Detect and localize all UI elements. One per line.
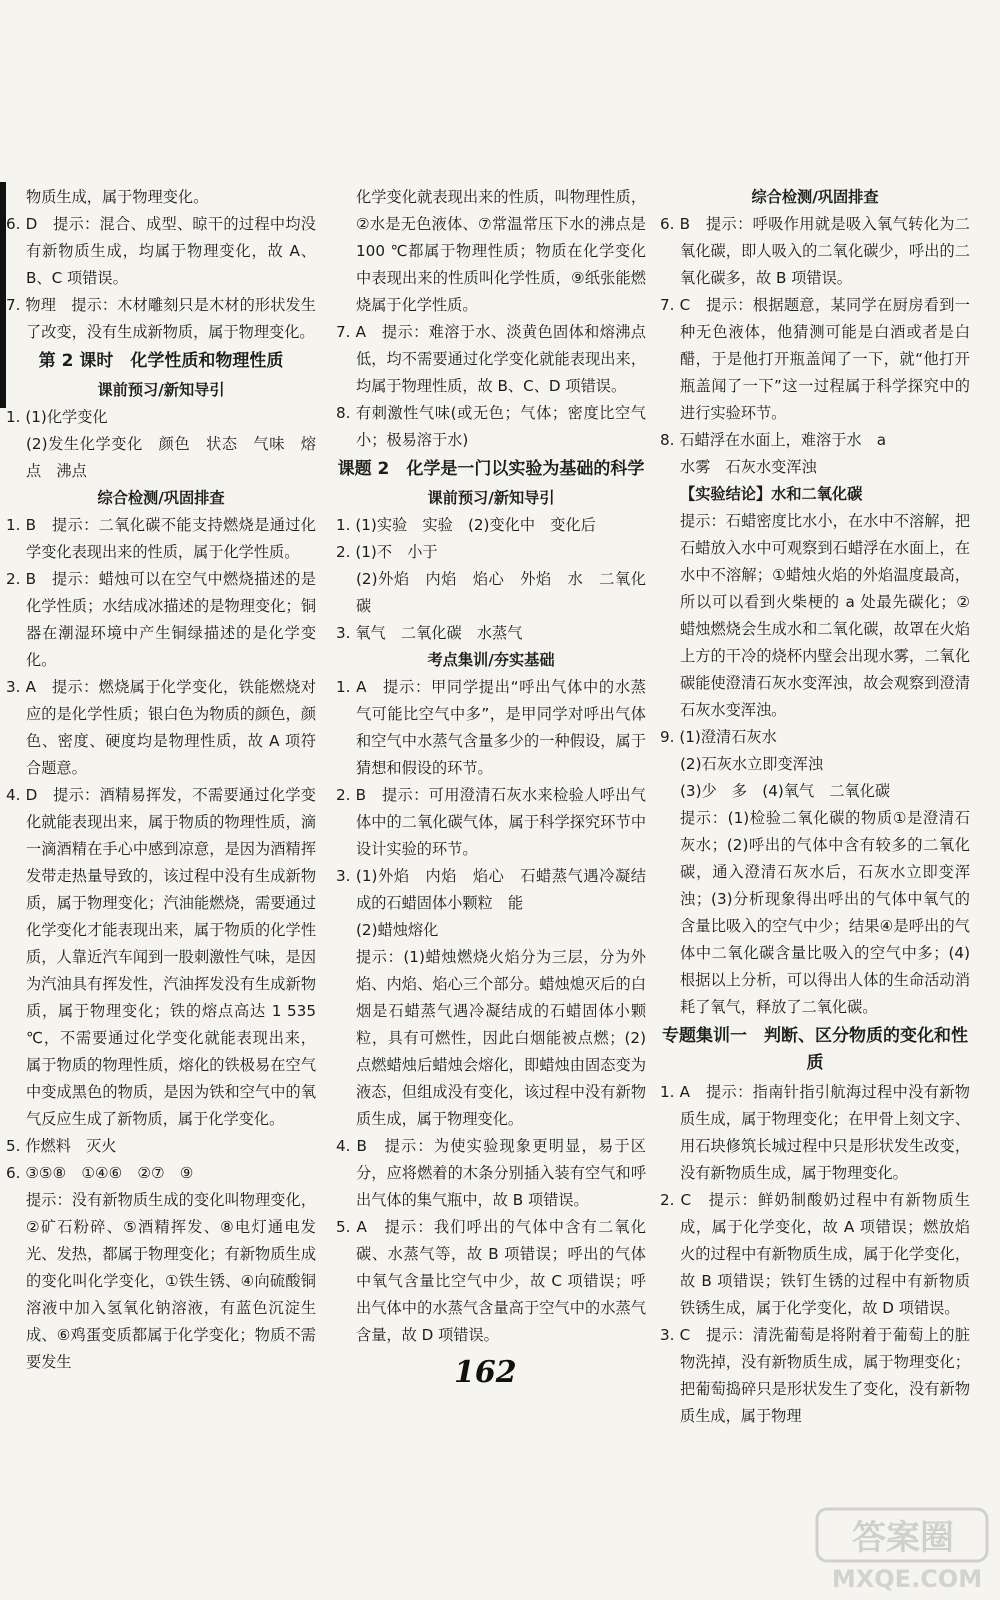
watermark-icon <box>815 1505 995 1595</box>
answer-item: 2. (1)不 小于 <box>336 543 438 561</box>
answer-item: 6. D 提示：混合、成型、晾干的过程中均没有新物质生成，均属于物理变化，故 A、B、C 项错误。 <box>6 215 316 287</box>
answer-item: 2. B 提示：蜡烛可以在空气中燃烧描述的是化学性质；水结成冰描述的是物理变化；铜器在潮湿环境中产生铜绿描述的是化学变化。 <box>6 570 316 669</box>
text-line: 化学变化就表现出来的性质，叫物理性质，②水是无色液体、⑦常温常压下水的沸点是 100 ℃都属于物理性质；物质在化学变化中表现出来的性质叫化学性质，⑨纸张能燃烧属于化学性质。 <box>356 188 646 314</box>
answer-item: 1. A 提示：指南针指引航海过程中没有新物质生成，属于物理变化；在甲骨上刻文字、用石块修筑长城过程中只是形状发生改变，没有新物质生成，属于物理变化。 <box>660 1083 970 1182</box>
hint-text: 提示：石蜡密度比水小，在水中不溶解，把石蜡放入水中可观察到石蜡浮在水面上，在水中不溶解；①蜡烛火焰的外焰温度最高，所以可以看到火柴梗的 a 处最先碳化；②蜡烛燃烧会生成水和二氧化碳，故罩在火焰上方的干冷的烧杯内壁会出现水雾，二氧化碳能使澄清石灰水变浑浊，故会观察到澄清石灰水变浑浊。 <box>680 512 970 719</box>
answer-item: 7. 物理 提示：木材雕刻只是木材的形状发生了改变，没有生成新物质，属于物理变化。 <box>6 296 316 341</box>
hint-text: 提示：没有新物质生成的变化叫物理变化，②矿石粉碎、⑤酒精挥发、⑧电灯通电发光、发热，都属于物理变化；有新物质生成的变化叫化学变化，①铁生锈、④向硫酸铜溶液中加入氢氧化钠溶液，有蓝色沉淀生成、⑥鸡蛋变质都属于化学变化；物质不需要发生 <box>26 1191 316 1371</box>
answer-item: 9. (1)澄清石灰水 <box>660 728 777 746</box>
text-line: 物质生成，属于物理变化。 <box>26 188 209 206</box>
watermark-en: MXQE.COM <box>831 1565 983 1593</box>
page-number: 162 <box>454 1355 517 1390</box>
answer-item: 2. C 提示：鲜奶制酸奶过程中有新物质生成，属于化学变化，故 A 项错误；燃放焰火的过程中有新物质生成，属于化学变化，故 B 项错误；铁钉生锈的过程中有新物质铁锈生成，属于化学变化，故 D 项错误。 <box>660 1191 970 1317</box>
answer-item: 4. D 提示：酒精易挥发，不需要通过化学变化就能表现出来，属于物质的物理性质，滴一滴酒精在手心中感到凉意，是因为酒精挥发带走热量导致的，该过程中没有生成新物质，属于物理变化；汽油能燃烧，需要通过化学变化才能表现出来，属于物质的化学性质，人靠近汽车闻到一股刺激性气味，是因为汽油具有挥发性，汽油挥发没有生成新物质，属于物理变化；铁的熔点高达 1 535 ℃，不需要通过化学变化就能表现出来，属于物质的物理性质，熔化的铁极易在空气中变成黑色的物质，是因为铁和空气中的氧气反应生成了新物质，属于化学变化。 <box>6 786 316 1128</box>
column-1 <box>6 184 316 1376</box>
hint-text: 提示：(1)蜡烛燃烧火焰分为三层，分为外焰、内焰、焰心三个部分。蜡烛熄灭后的白烟是石蜡蒸气遇冷凝结成的石蜡固体小颗粒，具有可燃性，因此白烟能被点燃；(2)点燃蜡烛后蜡烛会熔化，即蜡烛由固态变为液态，但组成没有变化，该过程中没有新物质生成，属于物理变化。 <box>356 948 646 1128</box>
answer-item: 1. (1)实验 实验 (2)变化中 变化后 <box>336 516 596 534</box>
answer-item: 3. 氧气 二氧化碳 水蒸气 <box>336 624 523 642</box>
answer-item: 7. A 提示：难溶于水、淡黄色固体和熔沸点低，均不需要通过化学变化就能表现出来，均属于物理性质，故 B、C、D 项错误。 <box>336 323 646 395</box>
answer-item: 8. 有刺激性气味(或无色；气体；密度比空气小；极易溶于水) <box>336 404 646 449</box>
section-heading: 课题 2 化学是一门以实验为基础的科学 <box>337 459 645 479</box>
answer-item: 5. 作燃料 灭火 <box>6 1137 117 1155</box>
answer-item: 1. (1)化学变化 <box>6 408 108 426</box>
answer-item: 3. C 提示：清洗葡萄是将附着于葡萄上的脏物洗掉，没有新物质生成，属于物理变化；把葡萄捣碎只是形状发生了变化，没有新物质生成，属于物理 <box>660 1326 970 1425</box>
answer-item: 4. B 提示：为使实验现象更明显，易于区分，应将燃着的木条分别插入装有空气和呼出气体的集气瓶中，故 B 项错误。 <box>336 1137 646 1209</box>
watermark-logo <box>815 1505 995 1595</box>
watermark-cn: 答案圈 <box>852 1518 954 1558</box>
answer-item: 1. A 提示：甲同学提出“呼出气体中的水蒸气可能比空气中多”，是甲同学对呼出气体和空气中水蒸气含量多少的一种假设，属于猜想和假设的环节。 <box>336 678 646 777</box>
answer-item: 8. 石蜡浮在水面上，难溶于水 a <box>660 431 887 449</box>
section-heading: 专题集训一 判断、区分物质的变化和性质 <box>662 1026 968 1073</box>
answer-item: 3. (1)外焰 内焰 焰心 石蜡蒸气遇冷凝结成的石蜡固体小颗粒 能 <box>336 867 646 912</box>
subsection-heading: 课前预习/新知导引 <box>427 489 555 507</box>
subsection-heading: 考点集训/夯实基础 <box>427 651 555 669</box>
experiment-conclusion: 【实验结论】水和二氧化碳 <box>680 485 863 503</box>
answer-item: (2)蜡烛熔化 <box>356 921 439 939</box>
column-3 <box>660 184 970 1430</box>
answer-item: 水雾 石灰水变浑浊 <box>680 458 817 476</box>
answer-item: 7. C 提示：根据题意，某同学在厨房看到一种无色液体，他猜测可能是白酒或者是白醋，于是他打开瓶盖闻了一下，就“他打开瓶盖闻了一下”这一过程属于科学探究中的进行实验环节。 <box>660 296 970 422</box>
answer-item: 5. A 提示：我们呼出的气体中含有二氧化碳、水蒸气等，故 B 项错误；呼出的气体中氧气含量比空气中少，故 C 项错误；呼出气体中的水蒸气含量高于空气中的水蒸气含量，故 D 项错误。 <box>336 1218 646 1344</box>
subsection-heading: 课前预习/新知导引 <box>97 381 225 399</box>
subsection-heading: 综合检测/巩固排查 <box>751 188 879 206</box>
answer-item: 6. B 提示：呼吸作用就是吸入氧气转化为二氧化碳，即人吸入的二氧化碳少，呼出的二氧化碳多，故 B 项错误。 <box>660 215 970 287</box>
subsection-heading: 综合检测/巩固排查 <box>97 489 225 507</box>
hint-text: 提示：(1)检验二氧化碳的物质①是澄清石灰水；(2)呼出的气体中含有较多的二氧化碳，通入澄清石灰水后，石灰水立即变浑浊；(3)分析现象得出呼出的气体中氧气的含量比吸入的空气中少；结果④是呼出的气体中二氧化碳含量比吸入的空气中多；(4)根据以上分析，可以得出人体的生命活动消耗了氧气，释放了二氧化碳。 <box>680 809 970 1016</box>
answer-item: 1. B 提示：二氧化碳不能支持燃烧是通过化学变化表现出来的性质，属于化学性质。 <box>6 516 316 561</box>
answer-item: (3)少 多 (4)氧气 二氧化碳 <box>680 782 891 800</box>
column-2 <box>336 184 646 1349</box>
answer-item: 6. ③⑤⑧ ①④⑥ ②⑦ ⑨ <box>6 1164 194 1182</box>
section-heading: 第 2 课时 化学性质和物理性质 <box>38 351 284 371</box>
answer-item: 3. A 提示：燃烧属于化学变化，铁能燃烧对应的是化学性质；银白色为物质的颜色，颜色、密度、硬度均是物理性质，故 A 项符合题意。 <box>6 678 316 777</box>
answer-item: (2)石灰水立即变浑浊 <box>680 755 824 773</box>
answer-item: (2)发生化学变化 颜色 状态 气味 熔点 沸点 <box>26 435 316 480</box>
answer-item: (2)外焰 内焰 焰心 外焰 水 二氧化碳 <box>356 570 646 615</box>
answer-item: 2. B 提示：可用澄清石灰水来检验人呼出气体中的二氧化碳气体，属于科学探究环节中设计实验的环节。 <box>336 786 646 858</box>
